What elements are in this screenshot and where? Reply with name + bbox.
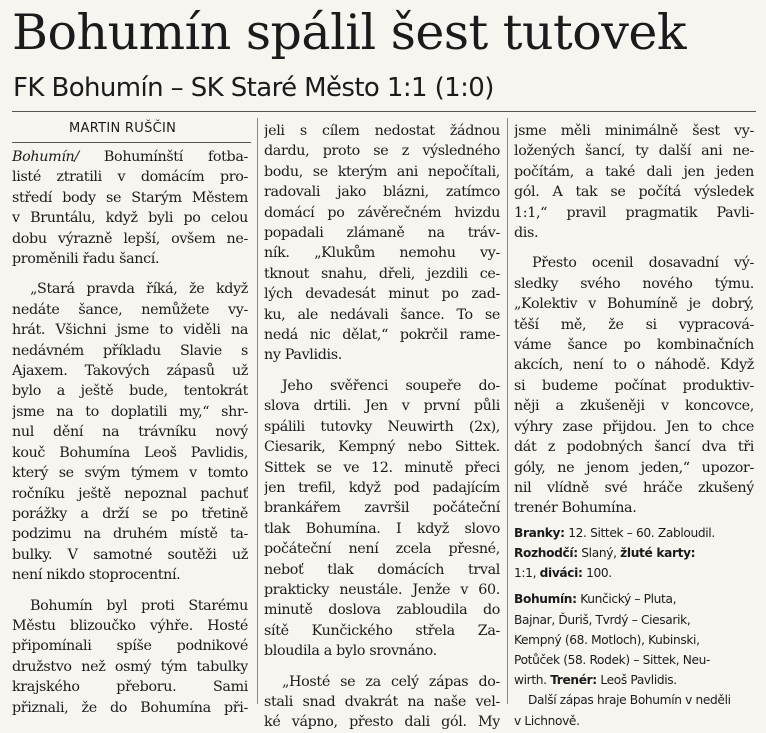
stats-coach-line bbox=[514, 670, 754, 690]
text-line: v Bruntálu, když byli po celou bbox=[12, 210, 248, 227]
subheadline: FK Bohumín – SK Staré Město 1:1 (1:0) bbox=[13, 73, 494, 103]
text-line: ník. „Klukům nemohu vy- bbox=[264, 245, 500, 262]
spectators-value: 100. bbox=[586, 566, 612, 581]
lineup-value-3: Kempný (68. Motloch), Kubinski, bbox=[514, 632, 700, 647]
text-line: Sittek se ve 12. minutě přeci bbox=[264, 459, 500, 476]
text-line: něji a zkušeněji v koncovce, bbox=[514, 398, 754, 415]
text-line: Městu blizoučko výhře. Hosté bbox=[12, 617, 248, 634]
text-line: ku, ale nedávali šance. To se bbox=[264, 306, 500, 323]
text-line: nul dění na trávníku nový bbox=[12, 424, 248, 441]
text-run: Bohumínští fotba- bbox=[78, 149, 248, 165]
text-line: kouč Bohumína Leoš Pavlidis, bbox=[12, 444, 248, 461]
text-line: připomínali spíše podnikové bbox=[12, 638, 248, 655]
text-line: ložených šancí, ty další ani ne- bbox=[514, 143, 754, 160]
referee-label: Rozhodčí: bbox=[514, 545, 578, 560]
text-line: lých devadesát minut po zad- bbox=[264, 286, 500, 303]
text-line: počítám, a také dali jen jeden bbox=[514, 163, 754, 180]
author-byline: MARTIN RUŠČIN bbox=[69, 121, 177, 136]
text-line: bulky. V samotné soutěži už bbox=[12, 546, 248, 563]
article-column-2 bbox=[264, 121, 500, 733]
article-column-1 bbox=[12, 147, 248, 718]
goals-value: 12. Sittek – 60. Zabloudil. bbox=[568, 525, 715, 540]
text-line: domácí po závěrečném hvizdu bbox=[264, 204, 500, 221]
text-line: nedáte šance, nemůžete vy- bbox=[12, 301, 248, 318]
text-line: góly, ne jenom jeden,“ upozor- bbox=[514, 459, 754, 476]
text-line: dobu výrazně lepší, ovšem ne- bbox=[12, 230, 248, 247]
coach-label: Trenér: bbox=[550, 673, 597, 688]
text-line: krajského přeboru. Sami bbox=[12, 679, 248, 696]
text-line: nedávném příkladu Slavie s bbox=[12, 342, 248, 359]
lineup-value-4: Potůček (58. Rodek) – Sittek, Neu- bbox=[514, 652, 711, 667]
paragraph-gap bbox=[514, 243, 754, 253]
text-line: družstvo než osmý tým tabulky bbox=[12, 658, 248, 675]
text-line: sledky svého nového týmu. bbox=[514, 275, 754, 292]
text-line: středí body se Starým Městem bbox=[12, 189, 248, 206]
text-line: bloudila a bylo srovnáno. bbox=[264, 643, 437, 660]
coach-value: Leoš Pavlidis. bbox=[600, 673, 677, 688]
lineup-value-2: Bajnar, Ďuriš, Tvrdý – Ciesarik, bbox=[514, 612, 691, 627]
text-line: 1:1,“ pravil pragmatik Pavli- bbox=[514, 204, 754, 221]
cards-label: žluté karty: bbox=[620, 545, 696, 560]
text-line: tknout snahu, dřeli, jezdili ce- bbox=[264, 265, 500, 282]
lineup-value-1: Kunčický – Pluta, bbox=[580, 592, 677, 607]
text-line: gól. A tak se počítá výsledek bbox=[514, 184, 754, 201]
byline-rule bbox=[12, 142, 251, 143]
text-line: počáteční není zcela přesné, bbox=[264, 541, 500, 558]
lineup-label: Bohumín: bbox=[514, 592, 577, 607]
match-stats bbox=[514, 523, 754, 731]
text-line: porážky a drží se po třetině bbox=[12, 505, 248, 522]
text-line: výhry zase přijdou. Jen to chce bbox=[514, 418, 754, 435]
text-line: hrát. Všichni jsme to viděli na bbox=[12, 322, 248, 339]
text-line: jsme měli minimálně šest vy- bbox=[514, 123, 754, 139]
text-line: Ciesarik, Kempný nebo Sittek. bbox=[264, 439, 500, 456]
text-line: prakticky neustále. Jenže v 60. bbox=[264, 581, 500, 598]
goals-label: Branky: bbox=[514, 525, 565, 540]
text-line: který se svým týmem v tomto bbox=[12, 465, 248, 482]
text-line: jen trefil, když pod padajícím bbox=[264, 479, 500, 496]
text-line: ročníku ještě nepoznal pachuť bbox=[12, 485, 248, 502]
paragraph-gap bbox=[12, 586, 248, 596]
text-line: „Hosté se za celý zápas do- bbox=[282, 673, 500, 690]
text-line: spálili tutovky Neuwirth (2x), bbox=[264, 418, 500, 435]
stats-lineup-line bbox=[514, 589, 754, 609]
text-line: dát z podobných šancí dva tři bbox=[514, 439, 754, 456]
lineup-value-5: wirth. bbox=[514, 673, 547, 688]
text-line: přiznali, že do Bohumína při- bbox=[12, 699, 248, 716]
stats-referee-line bbox=[514, 543, 754, 563]
text-line: Jeho svěřenci soupeře do- bbox=[282, 377, 500, 394]
text-line: nedá nic dělat,“ pokrčil rame- bbox=[264, 327, 500, 344]
text-line: radovali jako blázni, zatímco bbox=[264, 184, 500, 201]
text-line: minutě doslova zabloudila do bbox=[264, 602, 500, 619]
column-3-text bbox=[514, 121, 754, 519]
text-line: tlak Bohumína. I když slovo bbox=[264, 520, 500, 537]
next-match-line-1: Další zápas hraje Bohumín v neděli bbox=[528, 693, 731, 708]
text-line: brankářem završil počáteční bbox=[264, 500, 500, 517]
text-line: akcích, není to o náhodě. Když bbox=[514, 357, 754, 374]
text-line: listé ztratili v domácím pro- bbox=[12, 169, 248, 186]
top-rule bbox=[12, 111, 756, 112]
paragraph-gap bbox=[12, 269, 248, 279]
text-line: Bohumín byl proti Starému bbox=[30, 597, 248, 614]
text-line: dardu, proto se z výsledného bbox=[264, 143, 500, 160]
text-line: není nikdo stoprocentní. bbox=[12, 567, 181, 584]
text-line: Ajaxem. Takových zápasů už bbox=[12, 363, 248, 380]
text-line: dis. bbox=[514, 225, 539, 242]
text-line: těší mě, že si vypracová- bbox=[514, 316, 754, 333]
paragraph-gap bbox=[264, 366, 500, 376]
text-line: váme šance po kombinačních bbox=[514, 337, 754, 354]
text-line: jsme na to doplatili my,“ shr- bbox=[12, 403, 248, 420]
article-column-3 bbox=[514, 121, 754, 731]
stats-goals-line bbox=[514, 523, 754, 543]
text-line bbox=[12, 147, 248, 167]
column-divider bbox=[257, 118, 258, 704]
spectators-label: diváci: bbox=[539, 566, 583, 581]
cards-value: 1:1, bbox=[514, 566, 537, 581]
text-line: bylo a ještě bude, tentokrát bbox=[12, 383, 248, 400]
text-line: „Kolektiv v Bohumíně je dobrý, bbox=[514, 296, 754, 313]
text-line: ké vápno, přesto dali gól. My bbox=[264, 714, 500, 731]
text-line: podzimu na druhém místě ta- bbox=[12, 526, 248, 543]
column-divider bbox=[507, 118, 508, 704]
text-line: Přesto ocenil dosavadní vý- bbox=[532, 255, 754, 272]
text-line: trenér Bohumína. bbox=[514, 500, 637, 517]
text-line: sítě Kunčického střela Za- bbox=[264, 622, 500, 639]
headline: Bohumín spálil šest tutovek bbox=[12, 4, 687, 61]
text-line: neboť tlak domácích trval bbox=[264, 561, 500, 578]
paragraph-gap bbox=[264, 662, 500, 672]
next-match-line-2: v Lichnově. bbox=[514, 713, 580, 728]
text-line: nil vlídně své hráče zkušený bbox=[514, 479, 754, 496]
text-line: si budeme počínat produktiv- bbox=[514, 377, 754, 394]
text-line: slova drtili. Jen v první půli bbox=[264, 398, 500, 415]
text-line: stali snad dvakrát na naše vel- bbox=[264, 693, 500, 710]
text-line: „Stará pravda říká, že když bbox=[30, 281, 248, 298]
text-line: popadali zlámaně na tráv- bbox=[264, 225, 500, 242]
text-line: ny Pavlidis. bbox=[264, 347, 342, 364]
text-line: proměnili řadu šancí. bbox=[12, 251, 160, 268]
text-line: bodu, se kterým ani nepočítali, bbox=[264, 163, 500, 180]
referee-value: Slaný, bbox=[581, 545, 617, 560]
text-line: jeli s cílem nedostat žádnou bbox=[264, 123, 500, 139]
stats-cards-line bbox=[514, 563, 754, 583]
dateline: Bohumín/ bbox=[12, 149, 79, 165]
